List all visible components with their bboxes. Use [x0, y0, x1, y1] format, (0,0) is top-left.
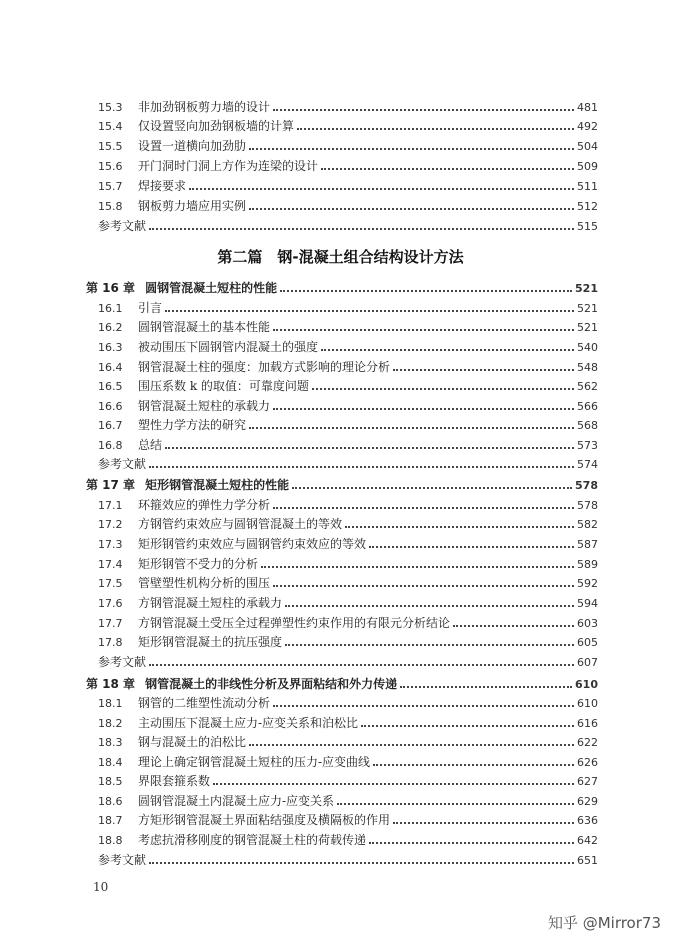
section-title: 矩形钢管不受力的分析: [138, 557, 259, 571]
page-ref: 616: [577, 717, 598, 730]
dot-leader: [273, 407, 574, 410]
dot-leader: [393, 368, 574, 371]
dot-leader: [165, 309, 574, 312]
section-title: 矩形钢管约束效应与圆钢管约束效应的等效: [138, 537, 367, 551]
toc-section-row: [98, 496, 598, 515]
dot-leader: [369, 545, 574, 548]
page-ref: 607: [577, 656, 598, 669]
dot-leader: [249, 426, 574, 429]
section-title: 塑性力学方法的研究: [138, 418, 247, 432]
page-ref: 540: [577, 341, 598, 354]
section-title: 被动围压下圆钢管内混凝土的强度: [138, 340, 319, 354]
dot-leader: [285, 643, 574, 646]
section-number: 15.6: [98, 160, 123, 173]
toc-references-row: [98, 653, 598, 672]
dot-leader: [261, 565, 574, 568]
section-title: 圆钢管混凝土内混凝土应力-应变关系: [138, 794, 335, 808]
toc-section-row: [98, 694, 598, 713]
page-ref: 651: [577, 854, 598, 867]
page-ref: 566: [577, 400, 598, 413]
chapter-title: 圆钢管混凝土短柱的性能: [145, 281, 278, 295]
toc-references-row: [98, 851, 598, 870]
page-ref: 548: [577, 361, 598, 374]
dot-leader: [273, 704, 574, 707]
page-ref: 626: [577, 756, 598, 769]
section-title: 圆钢管混凝土的基本性能: [138, 320, 271, 334]
dot-leader: [280, 289, 572, 292]
dot-leader: [273, 506, 574, 509]
toc-section-row: [98, 197, 598, 216]
toc-section-row: [98, 792, 598, 811]
page-ref: 578: [575, 479, 598, 492]
page-ref: 610: [575, 678, 598, 691]
section-number: 18.7: [98, 814, 123, 827]
toc-section-row: [98, 515, 598, 534]
page-ref: 521: [577, 302, 598, 315]
chapter-title: 钢管混凝土的非线性分析及界面粘结和外力传递: [145, 677, 398, 691]
section-title: 矩形钢管混凝土的抗压强度: [138, 635, 283, 649]
toc-section-row: [98, 535, 598, 554]
toc-section-row: [98, 358, 598, 377]
page-ref: 610: [577, 697, 598, 710]
dot-leader: [149, 227, 574, 230]
dot-leader: [149, 465, 574, 468]
section-number: 15.4: [98, 120, 123, 133]
page-ref: 504: [577, 140, 598, 153]
section-number: 17.1: [98, 499, 123, 512]
section-title: 设置一道横向加劲肋: [138, 139, 247, 153]
section-title: 参考文献: [98, 457, 147, 471]
section-title: 理论上确定钢管混凝土短柱的压力-应变曲线: [138, 755, 371, 769]
watermark: [548, 912, 661, 933]
dot-leader: [273, 328, 574, 331]
chapter-title: 矩形钢管混凝土短柱的性能: [145, 478, 290, 492]
page-ref: 605: [577, 636, 598, 649]
page-ref: 589: [577, 558, 598, 571]
dot-leader: [149, 663, 574, 666]
toc-section-row: [98, 831, 598, 850]
section-number: 17.6: [98, 597, 123, 610]
section-number: 18.8: [98, 834, 123, 847]
toc-section-row: [98, 714, 598, 733]
section-number: 17.7: [98, 617, 123, 630]
toc-references-row: [98, 455, 598, 474]
page-ref: 521: [575, 282, 598, 295]
section-number: 16.8: [98, 439, 123, 452]
toc-section-row: [98, 117, 598, 136]
dot-leader: [321, 167, 574, 170]
section-number: 15.7: [98, 180, 123, 193]
dot-leader: [297, 127, 574, 130]
section-title: 参考文献: [98, 219, 147, 233]
page-ref: 603: [577, 617, 598, 630]
toc-section-row: [98, 614, 598, 633]
page-ref: 622: [577, 736, 598, 749]
dot-leader: [345, 525, 574, 528]
dot-leader: [373, 763, 574, 766]
section-number: 16.5: [98, 380, 123, 393]
section-number: 17.4: [98, 558, 123, 571]
toc-section-row: [98, 811, 598, 830]
chapter-number: 第 16 章: [86, 281, 136, 295]
toc-section-row: [98, 633, 598, 652]
section-number: 18.2: [98, 717, 123, 730]
page-ref: 492: [577, 120, 598, 133]
section-title: 仅设置竖向加劲钢板墙的计算: [138, 119, 295, 133]
section-title: 方钢管混凝土短柱的承载力: [138, 596, 283, 610]
section-number: 18.3: [98, 736, 123, 749]
page-ref: 511: [577, 180, 598, 193]
page-ref: 521: [577, 321, 598, 334]
section-title: 方钢管约束效应与圆钢管混凝土的等效: [138, 517, 343, 531]
dot-leader: [292, 486, 572, 489]
section-title: 钢板剪力墙应用实例: [138, 199, 247, 213]
page-ref: 594: [577, 597, 598, 610]
section-number: 18.4: [98, 756, 123, 769]
section-number: 16.1: [98, 302, 123, 315]
toc-section-row: [98, 157, 598, 176]
toc-section-row: [98, 594, 598, 613]
section-number: 16.4: [98, 361, 123, 374]
page-ref: 582: [577, 518, 598, 531]
section-title: 界限套箍系数: [138, 774, 211, 788]
section-number: 18.5: [98, 775, 123, 788]
dot-leader: [321, 348, 574, 351]
section-title: 方钢管混凝土受压全过程弹塑性约束作用的有限元分析结论: [138, 616, 451, 630]
page-ref: 562: [577, 380, 598, 393]
section-number: 18.6: [98, 795, 123, 808]
page-number: 10: [93, 880, 109, 894]
dot-leader: [249, 743, 574, 746]
page-ref: 578: [577, 499, 598, 512]
section-number: 16.3: [98, 341, 123, 354]
section-title: 参考文献: [98, 853, 147, 867]
page-ref: 574: [577, 458, 598, 471]
section-title: 钢管混凝土短柱的承载力: [138, 399, 271, 413]
toc-section-row: [98, 753, 598, 772]
dot-leader: [337, 802, 574, 805]
section-number: 16.2: [98, 321, 123, 334]
page-ref: 627: [577, 775, 598, 788]
page-ref: 509: [577, 160, 598, 173]
dot-leader: [189, 187, 574, 190]
page-ref: 642: [577, 834, 598, 847]
page-ref: 512: [577, 200, 598, 213]
section-title: 非加劲钢板剪力墙的设计: [138, 100, 271, 114]
part-heading: 第二篇 钢-混凝土组合结构设计方法: [217, 248, 464, 266]
dot-leader: [393, 821, 574, 824]
page-ref: 587: [577, 538, 598, 551]
toc-chapter-row: [86, 279, 598, 298]
toc-section-row: [98, 574, 598, 593]
section-title: 围压系数 k 的取值：可靠度问题: [138, 379, 309, 393]
toc-references-row: [98, 217, 598, 236]
dot-leader: [361, 724, 574, 727]
dot-leader: [312, 387, 574, 390]
dot-leader: [273, 108, 574, 111]
section-title: 参考文献: [98, 655, 147, 669]
section-title: 钢与混凝土的泊松比: [138, 735, 247, 749]
page-ref: 592: [577, 577, 598, 590]
section-number: 17.2: [98, 518, 123, 531]
section-title: 考虑抗滑移刚度的钢管混凝土柱的荷载传递: [138, 833, 367, 847]
dot-leader: [165, 446, 574, 449]
section-number: 17.3: [98, 538, 123, 551]
toc-section-row: [98, 338, 598, 357]
page-ref: 573: [577, 439, 598, 452]
dot-leader: [149, 861, 574, 864]
toc-section-row: [98, 318, 598, 337]
page-ref: 568: [577, 419, 598, 432]
toc-section-row: [98, 177, 598, 196]
page-ref: 629: [577, 795, 598, 808]
toc-section-row: [98, 416, 598, 435]
section-title: 引言: [138, 301, 163, 315]
section-number: 15.5: [98, 140, 123, 153]
section-number: 15.8: [98, 200, 123, 213]
section-title: 总结: [138, 438, 163, 452]
section-title: 管壁塑性机构分析的围压: [138, 576, 271, 590]
toc-section-row: [98, 98, 598, 117]
chapter-number: 第 17 章: [86, 478, 136, 492]
section-title: 开门洞时门洞上方作为连梁的设计: [138, 159, 319, 173]
page-ref: 481: [577, 101, 598, 114]
section-title: 环箍效应的弹性力学分析: [138, 498, 271, 512]
watermark-text: 知乎 @Mirror73: [547, 914, 661, 932]
section-number: 15.3: [98, 101, 123, 114]
section-title: 主动围压下混凝土应力-应变关系和泊松比: [138, 716, 359, 730]
section-title: 方矩形钢管混凝土界面粘结强度及横隔板的作用: [138, 813, 391, 827]
section-number: 16.6: [98, 400, 123, 413]
dot-leader: [369, 841, 574, 844]
section-number: 16.7: [98, 419, 123, 432]
toc-chapter-row: [86, 675, 598, 694]
dot-leader: [285, 604, 574, 607]
section-number: 17.5: [98, 577, 123, 590]
toc-section-row: [98, 733, 598, 752]
toc-section-row: [98, 377, 598, 396]
section-title: 焊接要求: [138, 179, 187, 193]
toc-section-row: [98, 436, 598, 455]
page-ref: 515: [577, 220, 598, 233]
chapter-number: 第 18 章: [86, 677, 136, 691]
section-number: 17.8: [98, 636, 123, 649]
section-title: 钢管的二维塑性流动分析: [138, 696, 271, 710]
page-ref: 636: [577, 814, 598, 827]
dot-leader: [249, 207, 574, 210]
dot-leader: [400, 685, 572, 688]
toc-section-row: [98, 772, 598, 791]
toc-section-row: [98, 397, 598, 416]
dot-leader: [453, 624, 574, 627]
dot-leader: [273, 584, 574, 587]
dot-leader: [213, 782, 574, 785]
section-title: 钢管混凝土柱的强度：加载方式影响的理论分析: [138, 360, 391, 374]
toc-section-row: [98, 299, 598, 318]
dot-leader: [249, 147, 574, 150]
toc-section-row: [98, 555, 598, 574]
toc-chapter-row: [86, 476, 598, 495]
section-number: 18.1: [98, 697, 123, 710]
toc-section-row: [98, 137, 598, 156]
